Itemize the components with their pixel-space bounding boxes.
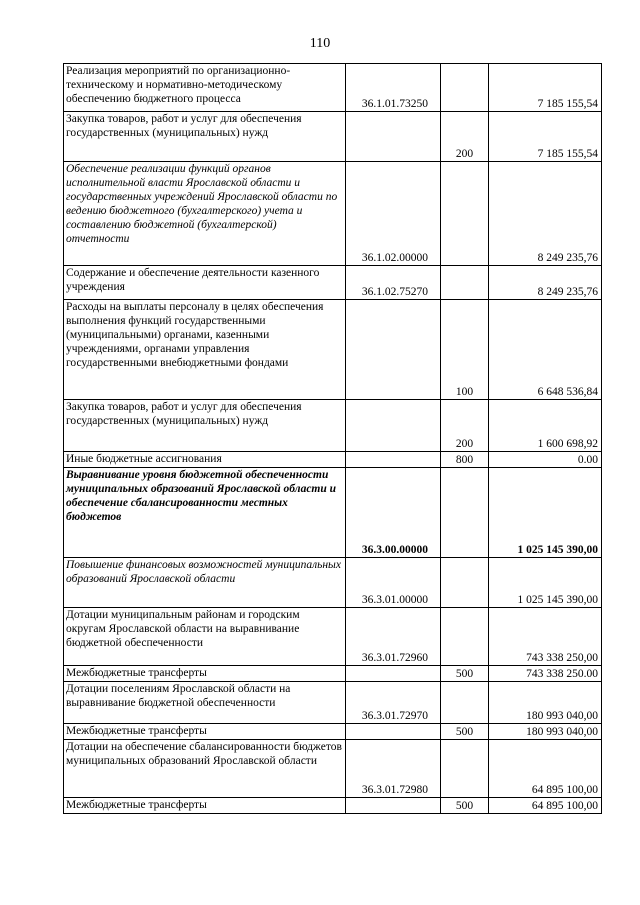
table-row <box>64 740 602 798</box>
row-code: 36.1.02.00000 <box>346 162 441 266</box>
row-name: Дотации поселениям Ярославской области на выравнивание бюджетной обеспеченности <box>64 682 346 724</box>
row-code <box>346 452 441 468</box>
row-code: 36.3.01.72980 <box>346 740 441 798</box>
row-expense-type <box>441 740 489 798</box>
row-code <box>346 666 441 682</box>
row-amount: 64 895 100,00 <box>489 798 602 814</box>
row-expense-type: 100 <box>441 300 489 400</box>
row-name: Межбюджетные трансферты <box>64 798 346 814</box>
row-expense-type: 800 <box>441 452 489 468</box>
row-code: 36.1.01.73250 <box>346 64 441 112</box>
row-name: Межбюджетные трансферты <box>64 724 346 740</box>
row-amount: 8 249 235,76 <box>489 162 602 266</box>
row-code <box>346 300 441 400</box>
row-amount: 7 185 155,54 <box>489 64 602 112</box>
page-number: 110 <box>309 36 331 51</box>
row-amount: 8 249 235,76 <box>489 266 602 300</box>
table-row <box>64 400 602 452</box>
row-name: Закупка товаров, работ и услуг для обеспечения государственных (муниципальных) нужд <box>64 112 346 162</box>
row-name: Содержание и обеспечение деятельности казенного учреждения <box>64 266 346 300</box>
row-code: 36.3.01.72960 <box>346 608 441 666</box>
row-expense-type <box>441 64 489 112</box>
row-code: 36.1.02.75270 <box>346 266 441 300</box>
row-name: Повышение финансовых возможностей муниципальных образований Ярославской области <box>64 558 346 608</box>
row-name: Межбюджетные трансферты <box>64 666 346 682</box>
table-row <box>64 64 602 112</box>
table-row <box>64 724 602 740</box>
row-amount: 743 338 250,00 <box>489 608 602 666</box>
table-row <box>64 608 602 666</box>
row-name: Расходы на выплаты персоналу в целях обеспечения выполнения функций государственными (муниципальными) органами, казенными учреждениями, органами управления государственными внебюджетными фондами <box>64 300 346 400</box>
row-name: Дотации на обеспечение сбалансированности бюджетов муниципальных образований Ярославской области <box>64 740 346 798</box>
row-amount: 743 338 250.00 <box>489 666 602 682</box>
row-amount: 1 025 145 390,00 <box>489 558 602 608</box>
row-amount: 7 185 155,54 <box>489 112 602 162</box>
row-code <box>346 112 441 162</box>
table-row <box>64 452 602 468</box>
row-code <box>346 400 441 452</box>
table-row <box>64 558 602 608</box>
row-amount: 180 993 040,00 <box>489 682 602 724</box>
row-expense-type <box>441 162 489 266</box>
row-expense-type <box>441 558 489 608</box>
row-expense-type: 500 <box>441 724 489 740</box>
row-amount: 0.00 <box>489 452 602 468</box>
table-row <box>64 468 602 558</box>
table-row <box>64 666 602 682</box>
table-row <box>64 266 602 300</box>
budget-table <box>63 63 602 814</box>
row-code: 36.3.00.00000 <box>346 468 441 558</box>
row-expense-type <box>441 682 489 724</box>
table-row <box>64 798 602 814</box>
row-name: Иные бюджетные ассигнования <box>64 452 346 468</box>
table-row <box>64 682 602 724</box>
row-expense-type: 500 <box>441 798 489 814</box>
row-expense-type <box>441 608 489 666</box>
row-code: 36.3.01.00000 <box>346 558 441 608</box>
row-name: Обеспечение реализации функций органов исполнительной власти Ярославской области и государственных учреждений Ярославской области по ведению бюджетного (бухгалтерского) учета и составлению бюджетной (бухгалтерской) отчетности <box>64 162 346 266</box>
table-row <box>64 300 602 400</box>
row-name: Дотации муниципальным районам и городским округам Ярославской области на выравнивание бюджетной обеспеченности <box>64 608 346 666</box>
row-amount: 64 895 100,00 <box>489 740 602 798</box>
row-amount: 1 600 698,92 <box>489 400 602 452</box>
row-expense-type <box>441 266 489 300</box>
row-expense-type: 200 <box>441 112 489 162</box>
row-expense-type: 500 <box>441 666 489 682</box>
row-code: 36.3.01.72970 <box>346 682 441 724</box>
row-name: Реализация мероприятий по организационно-техническому и нормативно-методическому обеспечению бюджетного процесса <box>64 64 346 112</box>
row-code <box>346 724 441 740</box>
table-row <box>64 162 602 266</box>
row-amount: 180 993 040,00 <box>489 724 602 740</box>
row-expense-type <box>441 468 489 558</box>
row-name: Выравнивание уровня бюджетной обеспеченности муниципальных образований Ярославской области и обеспечение сбалансированности местных бюджетов <box>64 468 346 558</box>
row-code <box>346 798 441 814</box>
row-amount: 6 648 536,84 <box>489 300 602 400</box>
row-amount: 1 025 145 390,00 <box>489 468 602 558</box>
row-name: Закупка товаров, работ и услуг для обеспечения государственных (муниципальных) нужд <box>64 400 346 452</box>
row-expense-type: 200 <box>441 400 489 452</box>
table-row <box>64 112 602 162</box>
